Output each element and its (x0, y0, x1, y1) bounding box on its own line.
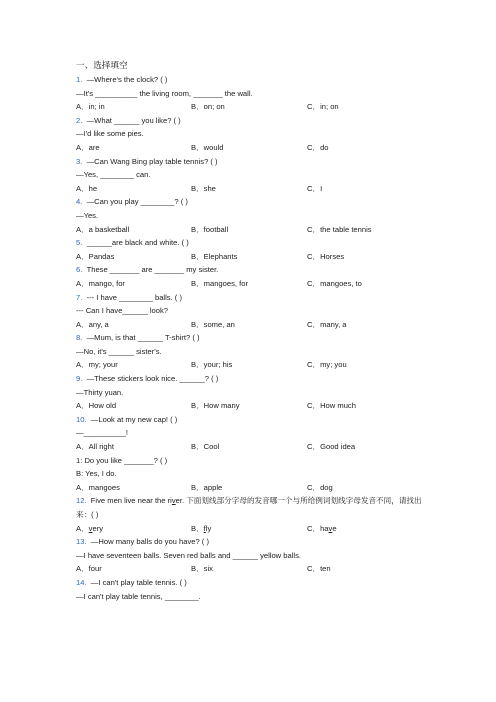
question-5 (76, 236, 436, 263)
options-row (76, 223, 436, 237)
question-number: 13. (76, 537, 87, 547)
option-b[interactable]: B．How many (191, 401, 240, 411)
question-12-options (76, 522, 436, 536)
question-number: 10. (76, 414, 87, 424)
question-6 (76, 263, 436, 290)
stem-text: —How many balls do you have? ( ) (90, 537, 209, 547)
question-extra-line: —__________! (76, 428, 128, 438)
question-list (76, 73, 436, 454)
question-9 (76, 372, 436, 413)
question-number: 1. (76, 75, 83, 84)
question-11-line-1: 1: Do you like _______? ( ) (76, 455, 168, 465)
question-stem (76, 155, 436, 169)
question-7 (76, 291, 436, 332)
option-b[interactable]: B．she (191, 183, 216, 193)
question-11 (76, 454, 436, 495)
stem-part: Five men live near the ri (90, 496, 172, 506)
question-8 (76, 331, 436, 372)
option-c[interactable]: C．Horses (307, 251, 345, 261)
option-a[interactable]: A．any, a (76, 319, 109, 329)
stem-text: These _______ are _______ my sister. (86, 265, 219, 275)
stem-text: —Can you play ________? ( ) (86, 197, 188, 207)
question-13-options (76, 562, 436, 576)
question-extra-line: —It's __________ the living room, _______ the wall. (76, 88, 253, 98)
question-13-extra: —I have seventeen balls. Seven red balls and ______ yellow balls. (76, 550, 302, 560)
option-a[interactable]: A．in; in (76, 102, 105, 112)
option-b[interactable]: B．Cool (191, 442, 220, 452)
options-row (76, 399, 436, 413)
question-14-extra: —I can't play table tennis, ________. (76, 591, 201, 601)
question-number: 6. (76, 265, 83, 275)
question-11-options (76, 481, 436, 495)
option-c[interactable]: C．in; on (307, 102, 339, 112)
option-b[interactable]: B．apple (191, 482, 223, 492)
option-b[interactable]: B．Elephants (191, 251, 238, 261)
question-12 (76, 494, 436, 535)
question-number: 9. (76, 374, 83, 384)
stem-part: er. 下面划线部分字母的发音哪一个与所给例词划线字母发音不同，请找出来：( ) (76, 496, 422, 519)
option-c[interactable]: C．have (307, 523, 337, 533)
question-13-stem (76, 535, 436, 549)
option-c[interactable]: C．I (307, 183, 323, 193)
question-extra-line: —Yes. (76, 210, 99, 220)
question-stem (76, 263, 436, 277)
stem-text: ______are black and white. ( ) (86, 238, 189, 248)
option-c[interactable]: C．many, a (307, 319, 347, 329)
section-title: 一、选择填空 (76, 60, 128, 70)
option-a[interactable]: A．How old (76, 401, 117, 411)
stem-text: —Where's the clock? ( ) (86, 75, 168, 84)
question-extra-line: —No, it's ______ sister's. (76, 346, 162, 356)
question-extra-line: --- Can I have______ look? (76, 306, 169, 316)
option-b[interactable]: B．six (191, 564, 213, 574)
question-4 (76, 195, 436, 236)
option-a[interactable]: A．my; your (76, 360, 118, 370)
options-row (76, 440, 436, 454)
question-number: 8. (76, 333, 83, 343)
question-14-stem (76, 576, 436, 590)
question-stem (76, 195, 436, 209)
question-stem (76, 236, 436, 250)
option-b[interactable]: B．fly (191, 523, 212, 533)
question-11-line-2: B: Yes, I do. (76, 469, 117, 479)
option-c[interactable]: C．mangoes, to (307, 278, 362, 288)
option-b[interactable]: B．mangoes, for (191, 278, 248, 288)
question-2 (76, 114, 436, 155)
question-stem (76, 372, 436, 386)
option-b[interactable]: B．your; his (191, 360, 233, 370)
underlined-letter: v (171, 496, 176, 506)
question-stem (76, 413, 436, 427)
option-c[interactable]: C．How much (307, 401, 356, 411)
question-14 (76, 576, 436, 603)
question-number: 2. (76, 115, 83, 125)
option-c[interactable]: C．dog (307, 482, 333, 492)
option-a[interactable]: A．four (76, 564, 102, 574)
option-a[interactable]: A．mango, for (76, 278, 125, 288)
options-row (76, 141, 436, 155)
option-a[interactable]: A．All right (76, 442, 114, 452)
question-extra-line: —I'd like some pies. (76, 129, 144, 139)
question-extra-line: —Thirty yuan. (76, 387, 124, 397)
question-stem (76, 73, 436, 87)
question-13 (76, 535, 436, 576)
question-number: 12. (76, 496, 87, 506)
option-b[interactable]: B．on; on (191, 102, 225, 112)
question-3 (76, 155, 436, 196)
option-a[interactable]: A．mangoes (76, 482, 120, 492)
option-a[interactable]: A．Pandas (76, 251, 115, 261)
option-a[interactable]: A．very (76, 523, 104, 533)
stem-text: —Mum, is that ______ T-shirt? ( ) (86, 333, 200, 343)
question-1 (76, 73, 436, 114)
options-row (76, 250, 436, 264)
options-row (76, 318, 436, 332)
question-12-stem (76, 494, 436, 521)
question-number: 4. (76, 197, 83, 207)
stem-text: --- I have ________ balls. ( ) (86, 292, 182, 302)
option-c[interactable]: C．do (307, 142, 329, 152)
option-a[interactable]: A．he (76, 183, 98, 193)
question-number: 14. (76, 577, 87, 587)
option-b[interactable]: B．football (191, 224, 229, 234)
option-c[interactable]: C．the table tennis (307, 224, 372, 234)
options-row (76, 182, 436, 196)
stem-text: —Look at my new cap! ( ) (90, 414, 178, 424)
question-10 (76, 413, 436, 454)
options-row (76, 277, 436, 291)
option-c[interactable]: C．Good idea (307, 442, 356, 452)
options-row (76, 100, 436, 114)
options-row (76, 358, 436, 372)
stem-text: —Can Wang Bing play table tennis? ( ) (86, 156, 218, 166)
question-number: 5. (76, 238, 83, 248)
question-stem (76, 114, 436, 128)
question-stem (76, 291, 436, 305)
option-c[interactable]: C．my; you (307, 360, 347, 370)
option-c[interactable]: C．ten (307, 564, 331, 574)
question-stem (76, 331, 436, 345)
option-b[interactable]: B．would (191, 142, 224, 152)
question-extra-line: —Yes, ________ can. (76, 170, 151, 180)
stem-text: —What ______ you like? ( ) (86, 115, 181, 125)
question-number: 3. (76, 156, 83, 166)
worksheet-content (76, 58, 436, 603)
stem-text: —These stickers look nice. ______? ( ) (86, 374, 219, 384)
stem-text: —I can't play table tennis. ( ) (90, 577, 187, 587)
option-a[interactable]: A．are (76, 142, 100, 152)
question-number: 7. (76, 292, 83, 302)
option-a[interactable]: A．a basketball (76, 224, 130, 234)
option-b[interactable]: B．some, an (191, 319, 235, 329)
